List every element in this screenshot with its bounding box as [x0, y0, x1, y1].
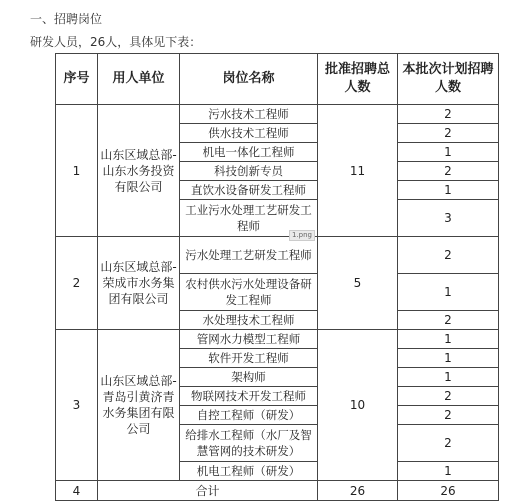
- total-approved: 26: [318, 481, 398, 501]
- table-row: [56, 330, 499, 349]
- group-unit: 山东区域总部-青岛引黄济青水务集团有限公司: [98, 330, 180, 481]
- planned-cell: 2: [398, 124, 499, 143]
- section-heading: 一、招聘岗位: [30, 12, 103, 26]
- planned-cell: 1: [398, 181, 499, 200]
- planned-cell: 2: [398, 425, 499, 462]
- total-row: [56, 481, 499, 501]
- planned-cell: 2: [398, 387, 499, 406]
- image-filename-tag: 1.png: [289, 230, 315, 241]
- table-header-row: [56, 54, 499, 105]
- planned-cell: 1: [398, 368, 499, 387]
- group-approved: 11: [318, 105, 398, 237]
- header-unit: 用人单位: [98, 54, 180, 105]
- position-cell: 污水技术工程师: [180, 105, 318, 124]
- position-cell: 架构师: [180, 368, 318, 387]
- position-cell: 机电一体化工程师: [180, 143, 318, 162]
- planned-cell: 2: [398, 237, 499, 274]
- planned-cell: 1: [398, 349, 499, 368]
- planned-cell: 2: [398, 311, 499, 330]
- position-cell: 管网水力模型工程师: [180, 330, 318, 349]
- group-approved: 10: [318, 330, 398, 481]
- total-label: 合计: [98, 481, 318, 501]
- header-position: 岗位名称: [180, 54, 318, 105]
- planned-cell: 1: [398, 143, 499, 162]
- position-cell: 物联网技术开发工程师: [180, 387, 318, 406]
- planned-cell: 2: [398, 406, 499, 425]
- intro-text: 研发人员，26人，具体见下表：: [30, 35, 202, 49]
- total-planned: 26: [398, 481, 499, 501]
- planned-cell: 3: [398, 200, 499, 237]
- group-unit: 山东区域总部-山东水务投资有限公司: [98, 105, 180, 237]
- header-approved: 批准招聘总人数: [318, 54, 398, 105]
- planned-cell: 1: [398, 330, 499, 349]
- total-no: 4: [56, 481, 98, 501]
- planned-cell: 2: [398, 162, 499, 181]
- position-cell: 农村供水污水处理设备研发工程师: [180, 274, 318, 311]
- group-no: 2: [56, 237, 98, 330]
- position-cell: 污水处理工艺研发工程师: [180, 237, 318, 274]
- planned-cell: 1: [398, 274, 499, 311]
- planned-cell: 2: [398, 105, 499, 124]
- table-row: [56, 237, 499, 274]
- group-approved: 5: [318, 237, 398, 330]
- position-cell: 供水技术工程师: [180, 124, 318, 143]
- position-cell: 水处理技术工程师: [180, 311, 318, 330]
- position-cell: 软件开发工程师: [180, 349, 318, 368]
- group-no: 1: [56, 105, 98, 237]
- header-planned: 本批次计划招聘人数: [398, 54, 499, 105]
- position-cell: 自控工程师（研发）: [180, 406, 318, 425]
- position-cell: 给排水工程师（水厂及智慧管网的技术研发）: [180, 425, 318, 462]
- table-row: [56, 105, 499, 124]
- planned-cell: 1: [398, 462, 499, 481]
- recruitment-table: [55, 53, 499, 501]
- position-cell: 直饮水设备研发工程师: [180, 181, 318, 200]
- position-cell: 工业污水处理工艺研发工程师: [180, 200, 318, 237]
- position-cell: 机电工程师（研发）: [180, 462, 318, 481]
- header-no: 序号: [56, 54, 98, 105]
- group-no: 3: [56, 330, 98, 481]
- position-cell: 科技创新专员: [180, 162, 318, 181]
- group-unit: 山东区域总部-荣成市水务集团有限公司: [98, 237, 180, 330]
